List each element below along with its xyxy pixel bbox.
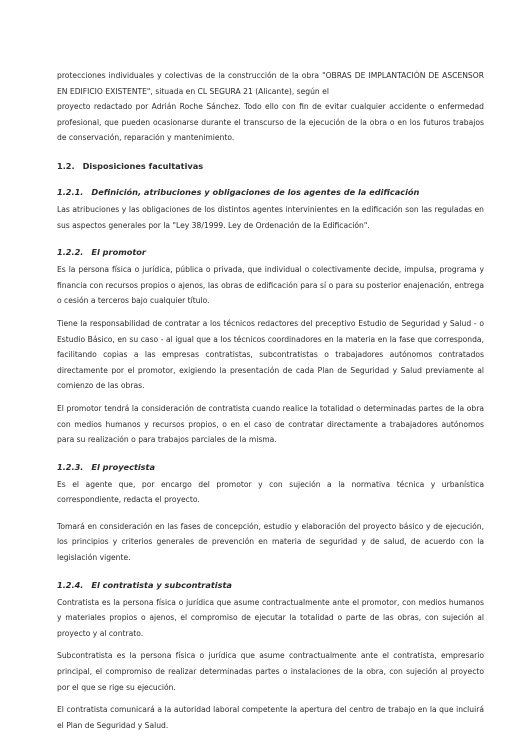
contractor-paragraph-3: El contratista comunicará a la autoridad laboral competente la apertura del centro de trabajo en la que incluirá el Plan de Seguridad y Salud.: [57, 705, 484, 730]
subsection-number: 1.2.4.: [57, 579, 84, 590]
promoter-paragraph-1: Es la persona física o jurídica, pública o privada, que individual o colectivamente decide, impulsa, programa y financia con recursos propios o ajenos, las obras de edificación para sí o para su posterior enajenación, entrega o cesión a terceros bajo cualquier título.: [57, 265, 484, 306]
subsection-heading-agents: [57, 185, 484, 199]
designer-paragraph-2: Tomará en consideración en las fases de concepción, estudio y elaboración del proyecto básico y de ejecución, los principios y criterios generales de prevención en materia de seguridad y de salud, de acuerdo con la legislación vigente.: [57, 521, 484, 563]
agents-paragraph: Las atribuciones y las obligaciones de los distintos agentes intervinientes en la edificación son las reguladas en sus aspectos generales por la "Ley 38/1999. Ley de Ordenación de la Edificación".: [57, 204, 484, 230]
subsection-title: El contratista y subcontratista: [91, 579, 232, 590]
subsection-heading-designer: [57, 460, 484, 474]
contractor-paragraph-2: Subcontratista es la persona física o jurídica que asume contractualmente ante el contratista, empresario principal, el compromiso de realizar determinadas partes o instalaciones de la obra, con sujeción al proyecto por el que se rige su ejecución.: [57, 651, 484, 692]
section-title: Disposiciones facultativas: [82, 160, 204, 171]
promoter-paragraph-2: Tiene la responsabilidad de contratar a los técnicos redactores del preceptivo Estudio de Seguridad y Salud - o Estudio Básico, en su caso - al igual que a los técnicos coordinadores en la materia en la fase que corresponda, facilitando copias a las empresas contratistas, subcontratistas o trabajadores autónomos contratados directamente por el promotor, exigiendo la presentación de cada Plan de Seguridad y Salud previamente al comienzo de las obras.: [57, 318, 484, 391]
intro-paragraph-2: proyecto redactado por Adrián Roche Sánchez. Todo ello con fin de evitar cualquier accidente o enfermedad profesional, que pueden ocasionarse durante el transcurso de la ejecución de la obra o en los futuros trabajos de conservación, reparación y mantenimiento.: [57, 102, 484, 143]
subsection-heading-promoter: [57, 245, 484, 259]
section-number: 1.2.: [57, 160, 75, 171]
subsection-heading-contractor: [57, 578, 484, 592]
subsection-number: 1.2.1.: [57, 186, 84, 197]
designer-paragraph-1: Es el agente que, por encargo del promotor y con sujeción a la normativa técnica y urbanística correspondiente, redacta el proyecto.: [57, 479, 484, 505]
intro-paragraph-1: protecciones individuales y colectivas de la construcción de la obra "OBRAS DE IMPLANTACIÓN DE ASCENSOR EN EDIFICIO EXISTENTE", situada en CL SEGURA 21 (Alicante), según el: [57, 71, 484, 96]
subsection-title: Definición, atribuciones y obligaciones de los agentes de la edificación: [91, 186, 420, 197]
section-heading: [57, 159, 484, 173]
subsection-number: 1.2.3.: [57, 461, 84, 472]
subsection-title: El proyectista: [91, 461, 155, 472]
promoter-paragraph-3: El promotor tendrá la consideración de contratista cuando realice la totalidad o determinadas partes de la obra con medios humanos y recursos propios, o en el caso de contratar directamente a trabajadores autónomos para su realización o para trabajos parciales de la misma.: [57, 403, 484, 445]
subsection-title: El promotor: [91, 247, 146, 258]
contractor-paragraph-1: Contratista es la persona física o jurídica que asume contractualmente ante el promotor, con medios humanos y materiales propios o ajenos, el compromiso de ejecutar la totalidad o parte de las obras, con sujeción al proyecto y al contrato.: [57, 597, 484, 638]
subsection-number: 1.2.2.: [57, 247, 84, 258]
